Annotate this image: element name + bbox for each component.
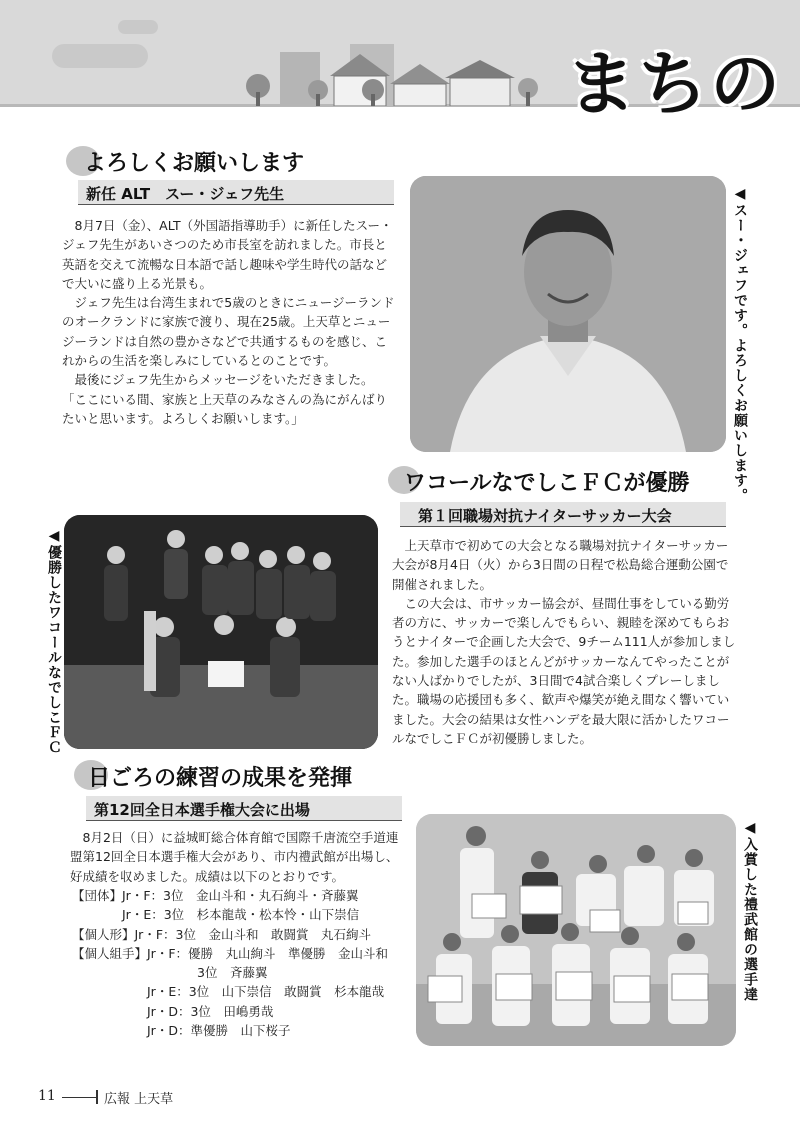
soccer-paragraph: この大会は、市サッカー協会が、昼間仕事をしている勤労者の方に、サッカーで楽しんでもらい、親睦を深めてもらおうとナイターで企画した大会で、9チーム111人が参加しました。参加した選手のほとんどがサッカーなんてやったことがない人ばかりでしたが、3日間で4試合楽しくプレーしました。職場の応援団も多く、歓声や爆笑が絶え間なく響いていました。大会の結果は女性ハンデを最大限に活かしたワコールなでしこＦＣが初優勝しました。: [392, 595, 736, 746]
soccer-paragraph: 上天草市で初めての大会となる職場対抗ナイターサッカー大会が8月4日（火）から3日間の日程で松島総合運動公園で開催されました。: [392, 538, 729, 592]
alt-paragraph: 8月7日（金）、ALT（外国語指導助手）に新任したスー・ジェフ先生があいさつのため市長室を訪れました。市長と英語を交えて流暢な日本語で話し趣味や学生時代の話などで大いに盛り上る光景も。: [62, 218, 393, 291]
cloud-decoration: [118, 20, 158, 34]
page-title: まちの: [566, 43, 782, 125]
karate-paragraph: 8月2日（日）に益城町総合体育館で国際千唐流空手道連盟第12回全日本選手権大会があり、市内禮武館が出場し、好成績を収めました。成績は以下のとおりです。: [70, 830, 399, 884]
result-line: 【団体】Jr・F：3位 金山斗和・丸石絢斗・斉藤翼: [72, 888, 359, 903]
soccer-body: [392, 536, 738, 748]
soccer-subtitle: 第１回職場対抗ナイターサッカー大会: [418, 507, 672, 525]
alt-portrait-photo: [410, 176, 726, 452]
result-line: 【個人組手】Jr・F：優勝 丸山絢斗 準優勝 金山斗和: [72, 945, 389, 961]
result-line: Jr・D：準優勝 山下桜子: [72, 1023, 291, 1039]
alt-message: 「ここにいる間、家族と上天草のみなさんの為にがんばりたいと思います。よろしくお願いします。」: [62, 391, 388, 426]
result-line: Jr・E：3位 杉本龍哉・松本怜・山下崇信: [72, 907, 360, 923]
alt-paragraph: 最後にジェフ先生からメッセージをいただきました。: [74, 372, 374, 388]
result-line: Jr・E：3位 山下崇信 敢闘賞 杉本龍哉: [72, 984, 385, 1000]
publication-name: 広報 上天草: [104, 1092, 174, 1107]
footer-rule-tick: [96, 1090, 98, 1104]
footer-rule: [62, 1097, 96, 1098]
cloud-decoration: [52, 44, 148, 68]
soccer-photo-caption: ◀優勝したワコールなでしこＦＣ: [46, 528, 62, 755]
heading-rule: [400, 526, 726, 527]
result-line: Jr・D：3位 田嶋勇哉: [72, 1003, 274, 1019]
alt-body: [62, 216, 395, 428]
town-illustration: [240, 40, 540, 106]
page-number: 11: [38, 1088, 56, 1104]
heading-rule: [78, 204, 394, 205]
karate-subtitle: 第12回全日本選手権大会に出場: [94, 801, 310, 819]
alt-photo-caption: ◀スー・ジェフです。よろしくお願いします。: [732, 186, 748, 503]
karate-title: 日ごろの練習の成果を発揮: [88, 766, 353, 791]
alt-paragraph: ジェフ先生は台湾生まれで5歳のときにニュージーランドのオークランドに家族で渡り、現在25歳。上天草とニュージーランドは自然の豊かさなどで共通するものを感じ、これからの生活を楽しみにしているとのことです。: [62, 295, 395, 369]
result-line: 3位 斉藤翼: [72, 965, 268, 981]
soccer-title: ワコールなでしこＦＣが優勝: [404, 471, 690, 496]
alt-subtitle: 新任 ALT スー・ジェフ先生: [86, 185, 285, 203]
result-line: 【個人形】Jr・F：3位 金山斗和 敢闘賞 丸石絢斗: [72, 926, 371, 942]
karate-photo-caption: ◀入賞した禮武館の選手達: [742, 820, 758, 1002]
soccer-team-photo: [64, 515, 378, 749]
heading-rule: [86, 820, 402, 821]
karate-results: [72, 886, 408, 1040]
karate-team-photo: [416, 814, 736, 1046]
karate-body: [70, 828, 408, 886]
alt-title: よろしくお願いします: [84, 151, 305, 176]
